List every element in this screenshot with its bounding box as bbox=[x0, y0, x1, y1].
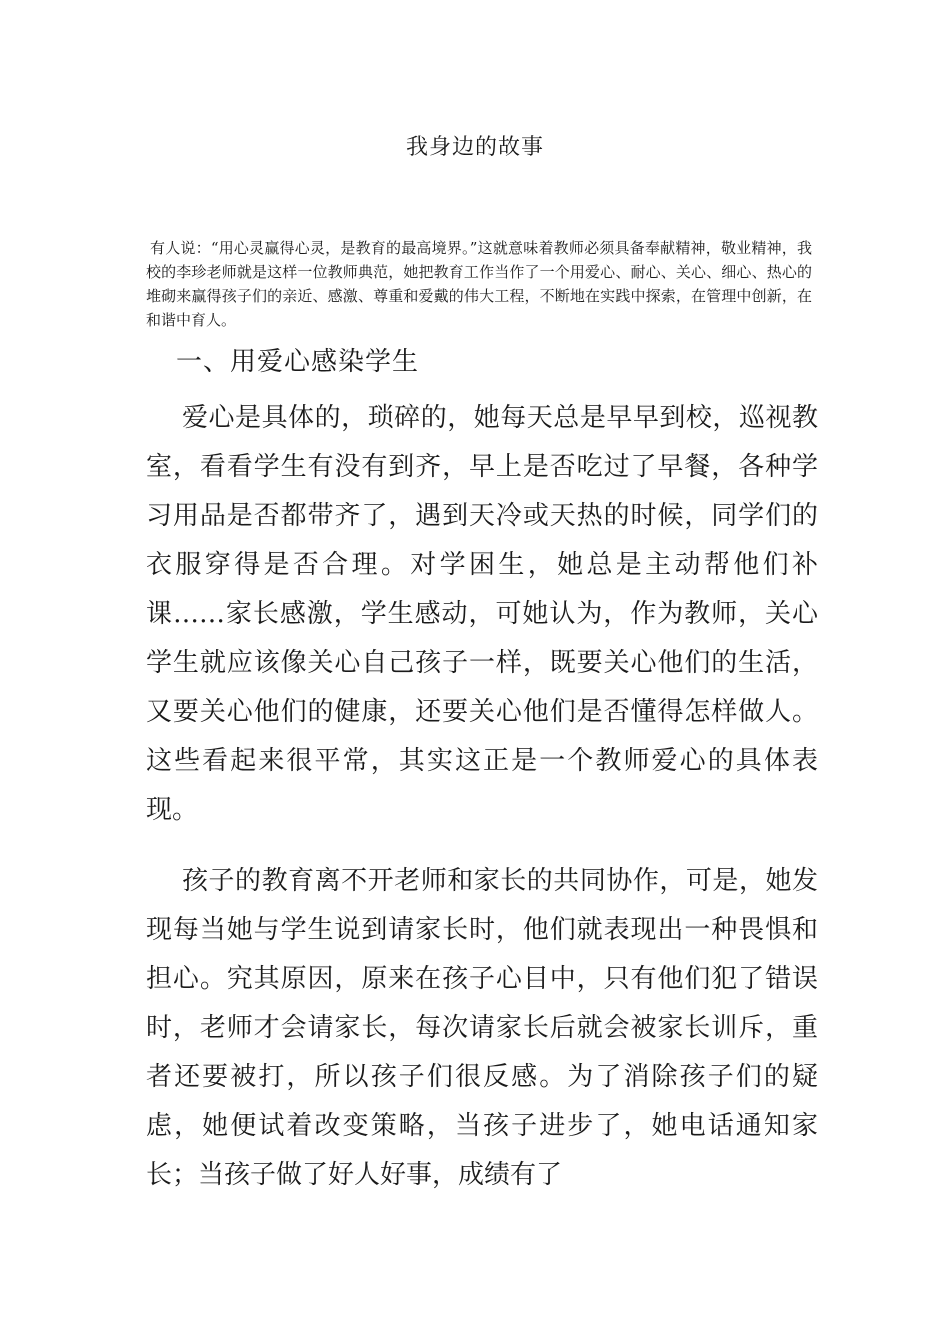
body-paragraph-2: 孩子的教育离不开老师和家长的共同协作，可是，她发现每当她与学生说到请家长时，他们就表现出一种畏惧和担心。究其原因，原来在孩子心目中，只有他们犯了错误时，老师才会请家长，每次请家长后就会被家长训斥，重者还要被打，所以孩子们很反感。为了消除孩子们的疑虑，她便试着改变策略，当孩子进步了，她电话通知家长；当孩子做了好人好事，成绩有了 bbox=[146, 866, 818, 1190]
body-paragraph-1: 爱心是具体的，琐碎的，她每天总是早早到校，巡视教室，看看学生有没有到齐，早上是否吃过了早餐，各种学习用品是否都带齐了，遇到天冷或天热的时候，同学们的衣服穿得是否合理。对学困生，她总是主动帮他们补课……家长感激，学生感动，可她认为，作为教师，关心学生就应该像关心自己孩子一样，既要关心他们的生活，又要关心他们的健康，还要关心他们是否懂得怎样做人。这些看起来很平常，其实这正是一个教师爱心的具体表现。 bbox=[146, 403, 818, 825]
intro-paragraph: 有人说：“用心灵赢得心灵，是教育的最高境界。”这就意味着教师必须具备奉献精神，敬业精神，我校的李珍老师就是这样一位教师典范，她把教育工作当作了一个用爱心、耐心、关心、细心、热心的堆砌来赢得孩子们的亲近、感激、尊重和爱戴的伟大工程，不断地在实践中探索，在管理中创新，在和谐中育人。 bbox=[146, 239, 812, 329]
document-title: 我身边的故事 bbox=[405, 135, 544, 160]
section-heading: 一、用爱心感染学生 bbox=[176, 347, 420, 377]
